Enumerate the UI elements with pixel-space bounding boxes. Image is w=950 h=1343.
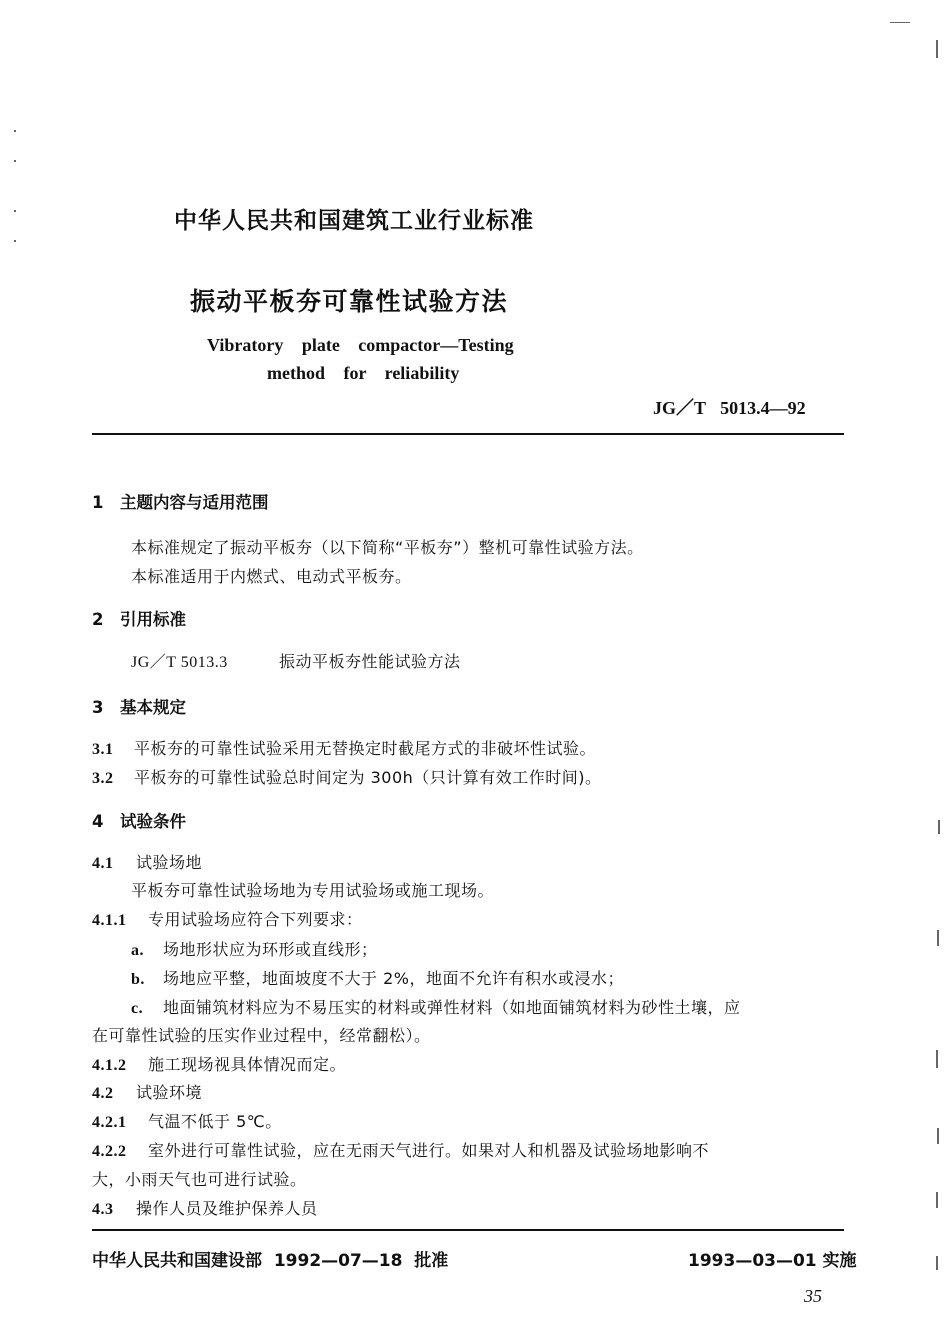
clause-title: 试验环境 bbox=[136, 1083, 203, 1102]
clause-number: 4.2 bbox=[92, 1085, 114, 1102]
list-text: 场地应平整，地面坡度不大于 2%，地面不允许有积水或浸水； bbox=[163, 969, 624, 988]
reference-title: 振动平板夯性能试验方法 bbox=[279, 652, 461, 671]
reference-code: JG／T 5013.3 bbox=[131, 654, 228, 671]
clause-number: 3.1 bbox=[92, 741, 114, 758]
clause-title: 试验场地 bbox=[136, 853, 203, 872]
list-item-c bbox=[131, 995, 741, 1018]
header-rule bbox=[92, 433, 844, 435]
list-label: a. bbox=[131, 942, 144, 959]
standard-category: 中华人民共和国建筑工业行业标准 bbox=[174, 208, 534, 234]
section-number: 3 bbox=[92, 698, 104, 717]
clause-4-1-1 bbox=[92, 907, 363, 930]
clause-number: 4.1.1 bbox=[92, 912, 127, 929]
section-title: 试验条件 bbox=[120, 812, 186, 831]
footer-rule bbox=[92, 1229, 844, 1231]
paragraph: 本标准适用于内燃式、电动式平板夯。 bbox=[131, 567, 412, 586]
clause-4-2-2 bbox=[92, 1138, 709, 1161]
clause-text: 气温不低于 5℃。 bbox=[148, 1112, 282, 1131]
clause-number: 3.2 bbox=[92, 770, 114, 787]
effective-date: 1993—03—01 实施 bbox=[688, 1251, 857, 1271]
clause-number: 4.3 bbox=[92, 1201, 114, 1218]
document-title-cn: 振动平板夯可靠性试验方法 bbox=[190, 287, 509, 316]
clause-text: 平板夯的可靠性试验总时间定为 300h（只计算有效工作时间)。 bbox=[134, 768, 602, 787]
approval-line: 中华人民共和国建设部 1992—07—18 批准 bbox=[92, 1251, 449, 1271]
clause-4-2-1 bbox=[92, 1109, 282, 1132]
list-item-b bbox=[131, 966, 624, 989]
section-number: 4 bbox=[92, 812, 104, 831]
list-text: 场地形状应为环形或直线形； bbox=[163, 940, 378, 959]
clause-4-2 bbox=[92, 1080, 202, 1103]
clause-4-2-2-continued: 大，小雨天气也可进行试验。 bbox=[92, 1170, 307, 1189]
page-number: 35 bbox=[804, 1286, 822, 1306]
section-title: 引用标准 bbox=[120, 610, 186, 629]
section-title: 主题内容与适用范围 bbox=[120, 493, 269, 512]
standard-code: JG／T 5013.4—92 bbox=[653, 398, 806, 418]
clause-4-3 bbox=[92, 1196, 318, 1219]
clause-number: 4.2.2 bbox=[92, 1143, 127, 1160]
section-1-heading bbox=[92, 489, 269, 513]
list-item-a bbox=[131, 937, 378, 960]
section-3-heading bbox=[92, 694, 186, 718]
section-title: 基本规定 bbox=[120, 698, 186, 717]
document-title-en-line1: Vibratory plate compactor—Testing bbox=[207, 335, 514, 355]
clause-text: 室外进行可靠性试验，应在无雨天气进行。如果对人和机器及试验场地影响不 bbox=[148, 1141, 710, 1160]
clause-number: 4.2.1 bbox=[92, 1114, 127, 1131]
clause-number: 4.1 bbox=[92, 855, 114, 872]
clause-4-1 bbox=[92, 850, 202, 873]
clause-text: 平板夯的可靠性试验采用无替换定时截尾方式的非破坏性试验。 bbox=[134, 739, 597, 758]
clause-text: 施工现场视具体情况而定。 bbox=[148, 1055, 347, 1074]
clause-text: 专用试验场应符合下列要求： bbox=[148, 910, 363, 929]
section-number: 1 bbox=[92, 493, 104, 512]
section-2-heading bbox=[92, 606, 186, 630]
list-label: b. bbox=[131, 971, 145, 988]
list-item-c-continued: 在可靠性试验的压实作业过程中，经常翻松）。 bbox=[92, 1026, 431, 1045]
clause-3-2 bbox=[92, 765, 602, 788]
clause-4-1-2 bbox=[92, 1052, 346, 1075]
clause-title: 操作人员及维护保养人员 bbox=[136, 1199, 318, 1218]
paragraph: 平板夯可靠性试验场地为专用试验场或施工现场。 bbox=[131, 881, 495, 900]
document-title-en-line2: method for reliability bbox=[267, 363, 460, 383]
section-number: 2 bbox=[92, 610, 104, 629]
list-text: 地面铺筑材料应为不易压实的材料或弹性材料（如地面铺筑材料为砂性土壤，应 bbox=[163, 998, 741, 1017]
clause-number: 4.1.2 bbox=[92, 1057, 127, 1074]
reference-entry bbox=[131, 649, 461, 672]
clause-3-1 bbox=[92, 736, 596, 759]
paragraph: 本标准规定了振动平板夯（以下简称“平板夯”）整机可靠性试验方法。 bbox=[131, 538, 644, 557]
list-label: c. bbox=[131, 1000, 144, 1017]
section-4-heading bbox=[92, 808, 186, 832]
